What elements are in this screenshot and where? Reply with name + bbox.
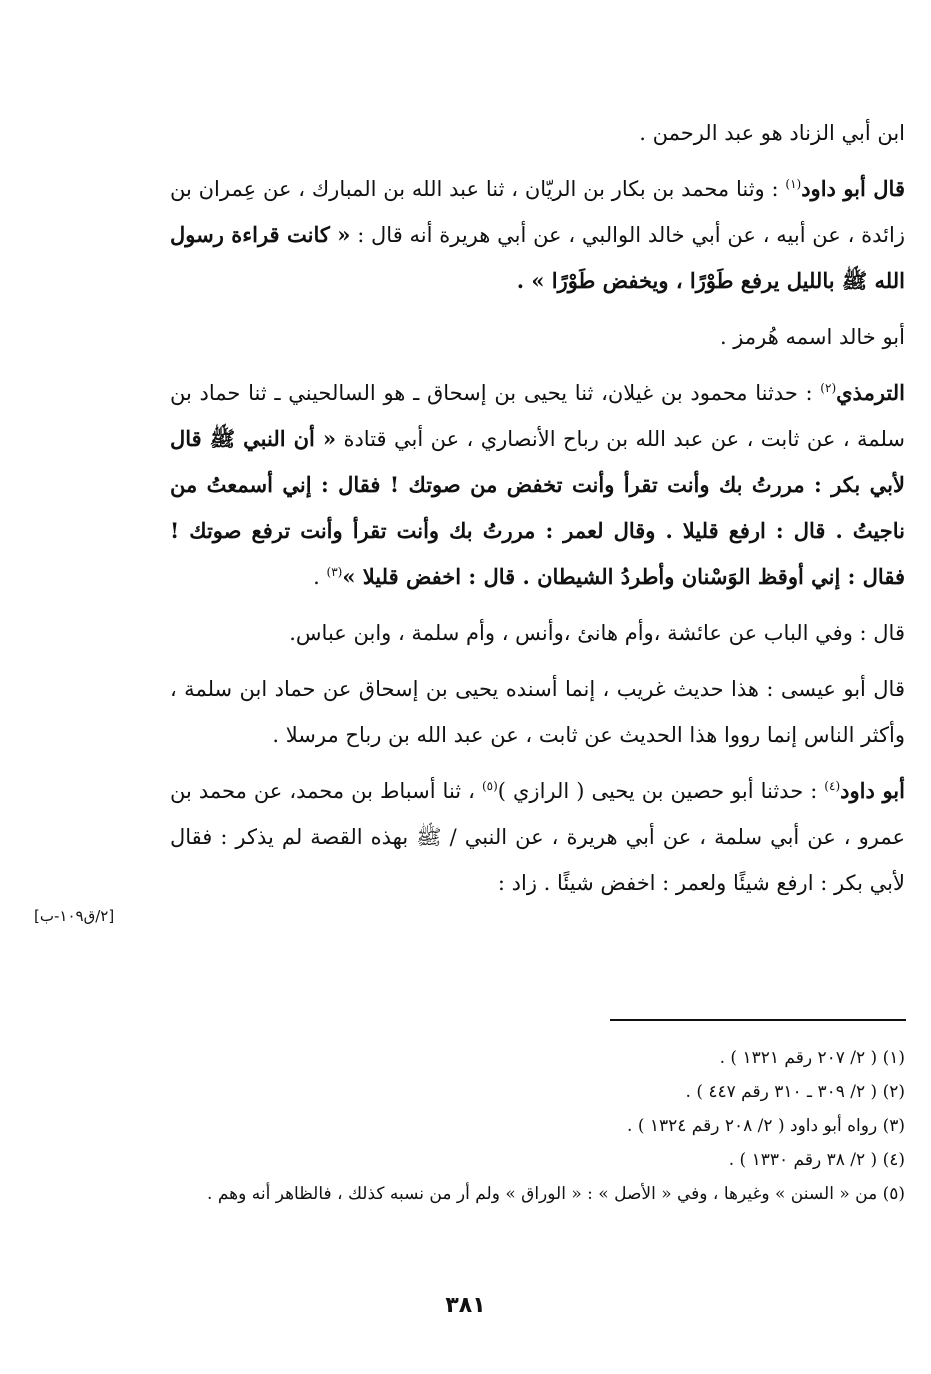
manuscript-folio-ref: [٢/ق١٠٩-ب] <box>34 907 115 925</box>
paragraph-5: قال : وفي الباب عن عائشة ،وأم هانئ ،وأنس ، وأم سلمة ، وابن عباس. <box>289 621 905 645</box>
footnote-3: (٣) رواه أبو داود ( ٢/ ٢٠٨ رقم ١٣٢٤ ) . <box>627 1116 905 1136</box>
isnad-text: : حدثنا أبو حصين بن يحيى ( الرازي ) <box>497 779 825 803</box>
footnote-ref-2: (٢) <box>820 381 837 395</box>
sentence-end: . <box>313 565 327 589</box>
footnote-2: (٢) ( ٢/ ٣٠٩ ـ ٣١٠ رقم ٤٤٧ ) . <box>685 1082 905 1102</box>
hadith-quote: « أن النبي ﷺ قال لأبي بكر : مررتُ بك وأنت تقرأ وأنت تخفض من صوتك ! فقال : إني أسمعتُ من ناجيتُ . قال : ارفع قليلا . وقال لعمر : مررتُ بك وأنت تقرأ وأنت ترفع صوتك ! فقال : إني أوقظ الوَسْنان وأطردُ الشيطان . قال : اخفض قليلا » <box>170 426 905 589</box>
paragraph-6: قال أبو عيسى : هذا حديث غريب ، إنما أسنده يحيى بن إسحاق عن حماد ابن سلمة ، وأكثر الناس إنما رووا هذا الحديث عن ثابت ، عن عبد الله بن رباح مرسلا . <box>170 677 905 747</box>
hadith-quote: « كانت قراءة رسول الله ﷺ بالليل يرفع طَوْرًا ، ويخفض طَوْرًا » . <box>170 222 905 293</box>
isnad-text: : وثنا محمد بن بكار بن الريّان ، ثنا عبد الله بن المبارك ، عن عِمران بن زائدة ، عن أبيه ، عن أبي خالد الوالبي ، عن أبي هريرة أنه قال : <box>170 177 905 247</box>
narrator-abu-dawud: أبو داود <box>840 778 905 803</box>
paragraph-4 <box>170 370 905 600</box>
footnote-ref-3: (٣) <box>326 565 343 579</box>
main-text <box>170 110 905 906</box>
footnote-4: (٤) ( ٢/ ٣٨ رقم ١٣٣٠ ) . <box>728 1150 905 1170</box>
paragraph-2 <box>170 166 905 304</box>
footnote-1: (١) ( ٢/ ٢٠٧ رقم ١٣٢١ ) . <box>719 1048 905 1068</box>
paragraph-1: ابن أبي الزناد هو عبد الرحمن . <box>639 121 905 145</box>
narrator-tirmidhi: الترمذي <box>836 380 905 405</box>
isnad-text: : حدثنا محمود بن غيلان، ثنا يحيى بن إسحاق ـ هو السالحيني ـ ثنا حماد بن سلمة ، عن ثابت ، عن عبد الله بن رباح الأنصاري ، عن أبي قتادة <box>170 381 905 451</box>
footnotes <box>160 1041 905 1211</box>
narrator-abu-dawud: قال أبو داود <box>801 176 905 201</box>
page-number: ٣٨١ <box>445 1293 486 1318</box>
footnote-ref-5: (٥) <box>481 779 498 793</box>
footnote-5: (٥) من « السنن » وغيرها ، وفي « الأصل » : « الوراق » ولم أر من نسبه كذلك ، فالظاهر أنه وهم . <box>207 1184 905 1204</box>
footnote-divider <box>610 1019 906 1021</box>
footnote-ref-1: (١) <box>785 177 802 191</box>
paragraph-3: أبو خالد اسمه هُرمز . <box>719 325 905 349</box>
footnote-ref-4: (٤) <box>824 779 841 793</box>
isnad-text: ، ثنا أسباط بن محمد، عن محمد بن عمرو ، عن أبي سلمة ، عن أبي هريرة ، عن النبي / ﷺ بهذه القصة لم يذكر : فقال لأبي بكر : ارفع شيئًا ولعمر : اخفض شيئًا . زاد : <box>170 779 905 895</box>
paragraph-7 <box>170 768 905 906</box>
